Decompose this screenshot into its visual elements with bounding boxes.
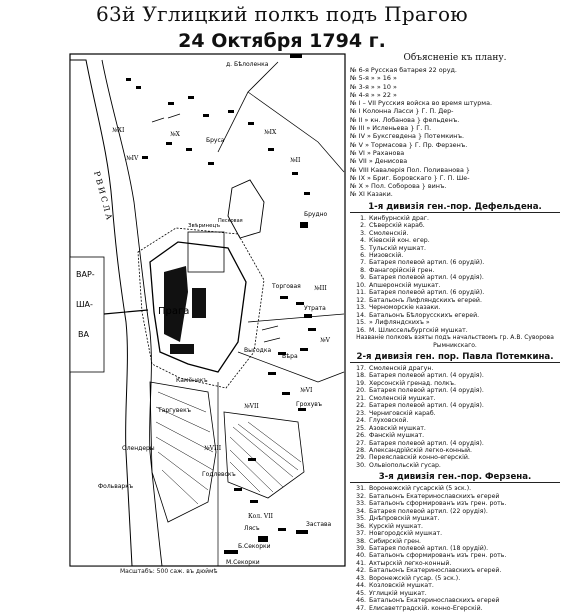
legend-item-text: Смоленскiй драгун. [369,365,434,372]
plan-row: № X » Пол. Соборова } винъ. [350,182,447,191]
division-3-list [350,485,560,612]
legend-item-text: Смоленскiй мушкат. [369,394,436,402]
column-ix: №IX [264,129,277,136]
legend-item-number: 35. [356,515,366,523]
legend-item [350,304,560,311]
plan-row: № IX » Бриг. Боровскаго } Г. П. Ше- [350,173,470,182]
legend-item-text: Воронежскiй гусарскiй (5 эск.). [369,485,472,493]
legend-item-number: 18. [356,372,366,380]
legend-item [350,297,560,304]
legend-item [350,493,560,500]
column-iii: №III [314,285,327,292]
column-ii: №II [290,157,301,164]
legend-item-number: 21. [356,394,366,402]
legend-item-text: Черноморскiе казаки. [369,304,441,312]
legend-item [350,289,560,296]
legend-item-number: 44. [356,582,366,590]
legend-item-text: Днѣпровскiй мушкат. [369,515,440,523]
legend-item-text: Батарея полевой артил. (6 орудiй). [369,289,485,297]
legend-item-number: 28. [356,446,366,454]
praga-block-3 [170,344,194,354]
legend-item-text: Новгородскiй мушкат. [369,530,443,538]
legend-item-text: Низовскiй. [369,252,404,260]
legend-item-number: 8. [360,266,366,274]
legend-item-text: Елисаветградскiй. конно-Егерскiй. [369,604,483,612]
plan-explanation-list [350,66,560,199]
legend-item-text: Смоленскiй. [369,229,409,237]
legend-item [350,485,560,492]
legend-item-text: Черниговскiй караб. [369,409,436,417]
legend-item-number: 20. [356,387,366,395]
legend-item [350,597,560,604]
legend-item [350,215,560,222]
marsh-area [150,382,216,522]
road-1 [248,314,344,322]
legend-item [350,282,560,289]
legend-item-text: Херсонскiй гренад. полкъ. [369,379,456,387]
legend-item-number: 33. [356,500,366,508]
division-1-title: 1-я дивизiя ген.-пор. Дефельдена. [350,202,560,213]
legend-item [350,372,560,379]
label-zastava: Застава [306,521,332,528]
legend-item [350,508,560,515]
label-byalolenka: д. Бѣлоленка [226,61,269,68]
legend-item-number: 25. [356,424,366,432]
label-groshuv: Грохувъ [296,401,323,408]
legend-item-number: 23. [356,409,366,417]
division-1-note: Названiе полковъ взяты подъ начальствомъ гр. А.В. Суворова Рымникскаго. [356,334,554,349]
label-utrata: Утрата [304,305,326,312]
legend-item-text: Батарея полевой артил. (4 орудiя). [369,372,484,380]
praga-block-2 [192,288,206,318]
map-title: 63й Углицкий полкъ подъ Прагою [95,2,468,26]
plan-row: № III » Исленьева } Г. П. [350,124,432,133]
label-b-sekorki: Б.Секорки [238,543,271,550]
legend-item [350,575,560,582]
column-viii: №VIII [204,445,222,452]
legend-item-text: Батальонъ Екатеринославскихъ егерей [369,597,500,605]
legend-item [350,230,560,237]
plan-row: № II » кн. Лобанова } фельденъ. [350,115,460,124]
column-xnote: Кол. VII [248,513,273,520]
legend-item-number: 3. [360,229,366,237]
legend-item-text: Батальонъ Екатеринославскихъ егерей. [369,567,502,575]
legend-item-number: 12. [356,296,366,304]
label-kamionek: Камёнекъ [176,377,208,384]
label-m-sekorki: М.Секорки [226,559,260,566]
legend-item [350,462,560,469]
legend-item-number: 5. [360,244,366,252]
legend-item-text: Ольвiопольскiй гусар. [369,461,441,469]
label-olenderi: Олендеры [122,445,155,452]
column-vii: №VII [244,403,259,410]
legend-item [350,523,560,530]
legend-item-number: 17. [356,365,366,372]
legend-item [350,432,560,439]
legend-item-number: 40. [356,552,366,560]
legend-item-number: 26. [356,432,366,440]
legend-item-text: Апшеронскiй мушкат. [369,281,441,289]
legend-item-text: Батальонъ Екатеринославскихъ егерей [369,492,500,500]
division-2-list [350,365,560,469]
legend-item-number: 22. [356,402,366,410]
legend-item-text: Батарея полевой артил. (4 орудiя). [369,439,484,447]
label-var: ВАР- [76,270,95,279]
legend-item-text: Фанскiй мушкат. [369,432,425,440]
legend-item-number: 46. [356,597,366,605]
column-v: №V [320,337,331,344]
legend-item-text: Батарея полевой артил. (18 орудiй). [369,544,489,552]
legend-item [350,425,560,432]
legend-item [350,440,560,447]
legend-item-number: 41. [356,559,366,567]
legend-item-number: 34. [356,507,366,515]
label-vera: Вѣра [282,353,298,360]
river-label: Р В И С Л А [92,170,114,221]
label-praga: Прага [158,306,190,317]
legend-item-text: Переяславскiй конно-егерскiй. [369,454,470,462]
legend-item-text: Батарея полевой артил. (6 орудiй). [369,259,485,267]
legend-item [350,410,560,417]
legend-item [350,380,560,387]
legend-item-text: Кiевскiй кон. егер. [369,237,430,245]
legend-item-number: 39. [356,544,366,552]
legend-item [350,274,560,281]
legend-item-text: Батальонъ Бѣлорусскихъ егерей. [369,311,480,319]
praga-blocks [164,266,188,342]
legend-item-number: 47. [356,604,366,612]
legend-item-number: 14. [356,311,366,319]
plan-row: № I Колонна Ласси } Г. П. Дер- [350,107,454,116]
legend-item [350,605,560,612]
plan-row: № I – VII Русския войска во время штурма. [350,99,493,108]
legend-item-number: 43. [356,574,366,582]
division-3-title: 3-я дивизiя ген.-пор. Ферзена. [350,472,560,483]
legend-item [350,545,560,552]
legend-item-text: Козловскiй мушкат. [369,582,434,590]
plan-row: № 4-я » » 22 » [350,90,397,99]
plan-row: № XI Казаки. [350,190,393,199]
legend-item [350,387,560,394]
legend-item-text: Углицкiй мушкат. [369,589,427,597]
plan-row: № VII » Денисова [350,157,408,166]
column-numerals [112,127,331,520]
legend-item-text: Ахтырскiй легко-конный. [369,559,452,567]
legend-item-number: 7. [360,259,366,267]
legend-item-number: 29. [356,454,366,462]
legend-item-text: Воронежскiй гусар. (5 эск.). [369,574,461,582]
legend-item [350,567,560,574]
legend-item-text: Батарея полевой артил. (4 орудiя). [369,402,484,410]
zverinets [188,232,224,272]
division-1-list [350,215,560,334]
legend-item-text: Батальонъ сформированъ изъ грен. роть. [369,552,507,560]
column-vi: №VI [300,387,313,394]
legend-item-number: 32. [356,492,366,500]
legend-item-number: 15. [356,319,366,327]
legend-item [350,530,560,537]
legend-item [350,417,560,424]
legend-item [350,454,560,461]
legend-item [350,447,560,454]
plan-row: № VIII Кавалерiя Пол. Поливанова } [350,165,470,174]
legend-item [350,552,560,559]
legend-item-number: 27. [356,439,366,447]
legend-item [350,515,560,522]
legend-item [350,259,560,266]
legend-item [350,395,560,402]
map-date: 24 Октября 1794 г. [178,30,386,52]
legend-item [350,402,560,409]
legend-item-number: 11. [356,289,366,297]
legend-item-text: Батарея полевой артил. (22 орудiя). [369,507,488,515]
legend-item-text: Батарея полевой артил. (4 орудiя). [369,274,484,282]
label-targovek: Таргувекъ [158,407,191,414]
legend-item-number: 2. [360,222,366,230]
legend-heading: Объясненiе къ плану. [403,53,507,63]
legend-item-text: Батальонъ сформированъ изъ грен. роть. [369,500,507,508]
legend-item-number: 38. [356,537,366,545]
plan-row: № 3-я » » 10 » [350,82,397,91]
legend-item-number: 6. [360,252,366,260]
legend-item-number: 42. [356,567,366,575]
legend-item [350,245,560,252]
label-lyas: Лясъ [244,525,260,532]
legend-item [350,365,560,372]
label-godlevsk: Годлевскъ [202,471,236,478]
legend-item [350,538,560,545]
label-va: ВА [78,330,89,339]
legend-item-number: 1. [360,214,366,222]
legend-item [350,560,560,567]
legend-panel [350,52,560,612]
legend-item-text: Кинбурнскiй драг. [369,214,429,222]
column-x: №X [170,131,180,138]
legend-item-text: Глуховской. [369,417,409,425]
legend-item-text: Азовскiй мушкат. [369,424,426,432]
plan-row: № 6-я Русская батарея 22 оруд. [350,66,457,74]
legend-item-text: Батальонъ Лифляндскихъ егерей. [369,296,482,304]
label-zverinets: Звѣринецъ [188,223,221,229]
legend-item [350,237,560,244]
legend-item-text: Фанагорiйскiй грен. [369,266,435,274]
label-sha: ША- [76,300,93,309]
legend-item-text: Тульскiй мушкат. [369,244,426,252]
plan-row: № V » Тормасова } Г. Пр. Ферзенъ. [350,140,468,149]
legend-item-text: » Лифляндскихъ » [369,319,430,327]
legend-item-number: 16. [356,326,366,334]
legend-item [350,252,560,259]
legend-item-number: 45. [356,589,366,597]
column-iv: №IV [126,155,139,162]
plan-row: № VI » Раханова [350,148,405,157]
legend-item-number: 31. [356,485,366,493]
division-2-title: 2-я дивизiя ген. пор. Павла Потемкина. [350,352,560,363]
legend-item-text: М. Шлиссельбургскiй мушкат. [369,326,468,334]
battle-map [68,52,348,570]
label-vygodka: Выгодка [244,347,272,354]
plan-row: № IV » Буксгевдена } Потемкинъ. [350,132,465,141]
legend-item-text: Батарея полевой артил. (4 орудiя). [369,387,484,395]
legend-item [350,267,560,274]
legend-item-number: 4. [360,237,366,245]
grodzisk-earthwork [228,180,264,238]
label-torgovaya: Торговая [272,283,301,290]
legend-item-number: 19. [356,379,366,387]
legend-item-number: 13. [356,304,366,312]
label-brus: Бруса [206,137,225,144]
legend-item-text: Сѣверскiй караб. [369,222,425,230]
plan-row: № 5-я » » 16 » [350,74,397,83]
legend-item-number: 9. [360,274,366,282]
legend-item [350,500,560,507]
scale-bar-label: Масштабъ: 500 саж. въ дюймѣ [120,568,218,575]
legend-item-number: 36. [356,522,366,530]
legend-item [350,312,560,319]
legend-item-text: Александрiйскiй легко-конный. [369,446,473,454]
legend-item [350,327,560,334]
legend-item-text: Сибирскiй грен. [369,537,421,545]
legend-item-text: Курскiй мушкат. [369,522,423,530]
legend-item-number: 37. [356,530,366,538]
column-xi: №XI [112,127,125,134]
legend-item-number: 10. [356,281,366,289]
legend-item [350,590,560,597]
legend-item-number: 30. [356,461,366,469]
legend-item [350,222,560,229]
label-folvark: Фольваркъ [98,483,134,490]
legend-item-number: 24. [356,417,366,425]
label-grodzisk: Песковая [218,218,243,224]
label-brudno: Брудно [304,211,328,218]
legend-item [350,319,560,326]
